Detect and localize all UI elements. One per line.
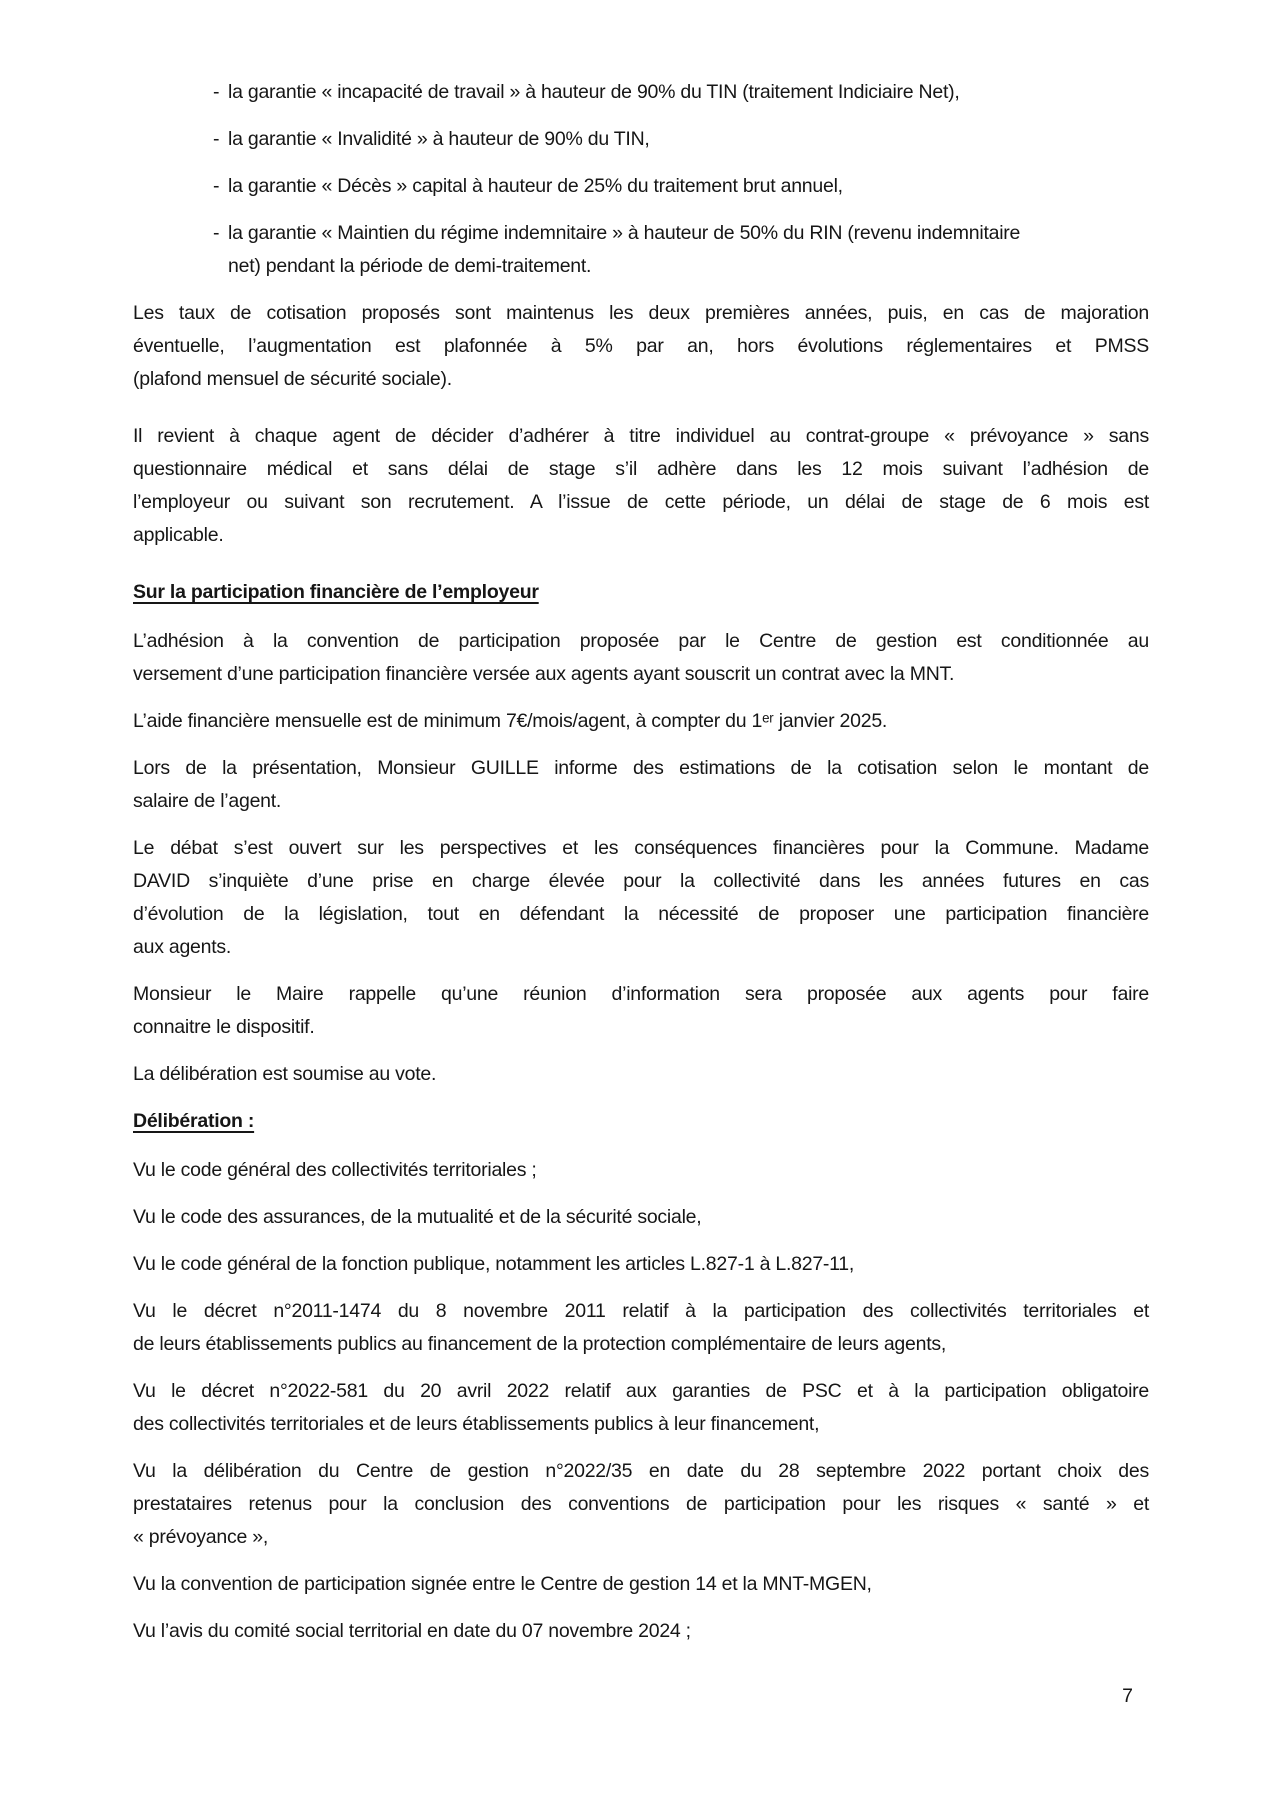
paragraph [133, 625, 1149, 691]
bullet-text: la garantie « Maintien du régime indemnitaire » à hauteur de 50% du RIN (revenu indemnitaire [228, 222, 1021, 244]
text-line: questionnaire médical et sans délai de stage s’il adhère dans les 12 mois suivant l’adhésion de [133, 458, 1149, 480]
text-line [228, 250, 1149, 283]
text-line: Les taux de cotisation proposés sont maintenus les deux premières années, puis, en cas de majoration [133, 302, 1149, 324]
text-line: connaitre le dispositif. [133, 1016, 315, 1038]
text-line: Vu l’avis du comité social territorial en date du 07 novembre 2024 ; [133, 1620, 691, 1642]
bullet-text: la garantie « Invalidité » à hauteur de 90% du TIN, [228, 128, 650, 150]
bullet-marker: - [213, 81, 220, 103]
text-line [213, 123, 1149, 156]
text-line: L’aide financière mensuelle est de minimum 7€/mois/agent, à compter du 1ᵉʳ janvier 2025. [133, 710, 888, 732]
paragraph [133, 1058, 1149, 1091]
text-line: « prévoyance », [133, 1526, 269, 1548]
paragraph [133, 1455, 1149, 1554]
paragraph [133, 752, 1149, 818]
bullet-marker: - [213, 175, 220, 197]
text-line: de leurs établissements publics au financement de la protection complémentaire de leurs agents, [133, 1333, 947, 1355]
paragraph [133, 1375, 1149, 1441]
paragraph [133, 832, 1149, 964]
text-line: Vu le code général de la fonction publique, notamment les articles L.827-1 à L.827-11, [133, 1253, 855, 1275]
text-line: Le débat s’est ouvert sur les perspectives et les conséquences financières pour la Commune. Madame [133, 837, 1149, 859]
text-line: La délibération est soumise au vote. [133, 1063, 437, 1085]
text-line: Vu la convention de participation signée entre le Centre de gestion 14 et la MNT-MGEN, [133, 1573, 872, 1595]
text-line: Vu le décret n°2022-581 du 20 avril 2022 relatif aux garanties de PSC et à la participation obligatoire [133, 1380, 1149, 1402]
text-line: l’employeur ou suivant son recrutement. A l’issue de cette période, un délai de stage de 6 mois est [133, 491, 1149, 513]
bullet-text: la garantie « Décès » capital à hauteur de 25% du traitement brut annuel, [228, 175, 843, 197]
text-line [213, 76, 1149, 109]
section-heading: Délibération : [133, 1110, 255, 1132]
text-line [213, 217, 1149, 250]
paragraph [133, 1568, 1149, 1601]
text-line: DAVID s’inquiète d’une prise en charge élevée pour la collectivité dans les années futures en cas [133, 870, 1149, 892]
paragraph [133, 705, 1149, 738]
document-content [133, 0, 1149, 1662]
text-line: L’adhésion à la convention de participation proposée par le Centre de gestion est conditionnée au [133, 630, 1149, 652]
text-line: Vu le code général des collectivités territoriales ; [133, 1159, 537, 1181]
text-line: éventuelle, l’augmentation est plafonnée à 5% par an, hors évolutions réglementaires et PMSS [133, 335, 1149, 357]
paragraph [133, 978, 1149, 1044]
text-line: (plafond mensuel de sécurité sociale). [133, 368, 452, 390]
bullet-item [133, 76, 1149, 109]
text-line: applicable. [133, 524, 224, 546]
text-line: Vu le décret n°2011-1474 du 8 novembre 2011 relatif à la participation des collectivités territoriales et [133, 1300, 1149, 1322]
bullet-item [133, 217, 1149, 283]
bullet-item [133, 170, 1149, 203]
bullet-text: la garantie « incapacité de travail » à hauteur de 90% du TIN (traitement Indiciaire Net), [228, 81, 960, 103]
text-line: prestataires retenus pour la conclusion des conventions de participation pour les risques « santé » et [133, 1493, 1149, 1515]
page-number: 7 [1122, 1685, 1133, 1707]
section [133, 576, 1149, 609]
text-line: Vu le code des assurances, de la mutualité et de la sécurité sociale, [133, 1206, 702, 1228]
bullet-marker: - [213, 222, 220, 244]
text-line: des collectivités territoriales et de leurs établissements publics à leur financement, [133, 1413, 820, 1435]
text-line: Vu la délibération du Centre de gestion n°2022/35 en date du 28 septembre 2022 portant choix des [133, 1460, 1149, 1482]
paragraph [133, 297, 1149, 396]
text-line: d’évolution de la législation, tout en défendant la nécessité de proposer une participation financière [133, 903, 1149, 925]
text-line: salaire de l’agent. [133, 790, 282, 812]
text-line: Lors de la présentation, Monsieur GUILLE informe des estimations de la cotisation selon le montant de [133, 757, 1149, 779]
text-line [213, 170, 1149, 203]
section-heading: Sur la participation financière de l’employeur [133, 581, 539, 603]
bullet-marker: - [213, 128, 220, 150]
section [133, 1105, 1149, 1138]
paragraph [133, 1201, 1149, 1234]
paragraph [133, 1154, 1149, 1187]
bullet-item [133, 123, 1149, 156]
text-line [133, 1105, 1149, 1138]
text-line: aux agents. [133, 936, 232, 958]
paragraph [133, 1248, 1149, 1281]
text-line: Monsieur le Maire rappelle qu’une réunion d’information sera proposée aux agents pour faire [133, 983, 1149, 1005]
paragraph [133, 1615, 1149, 1648]
paragraph [133, 1295, 1149, 1361]
text-line: Il revient à chaque agent de décider d’adhérer à titre individuel au contrat-groupe « prévoyance » sans [133, 425, 1149, 447]
bullet-text: net) pendant la période de demi-traitement. [228, 255, 592, 277]
paragraph [133, 420, 1149, 552]
text-line [133, 576, 1149, 609]
text-line: versement d’une participation financière versée aux agents ayant souscrit un contrat avec la MNT. [133, 663, 955, 685]
